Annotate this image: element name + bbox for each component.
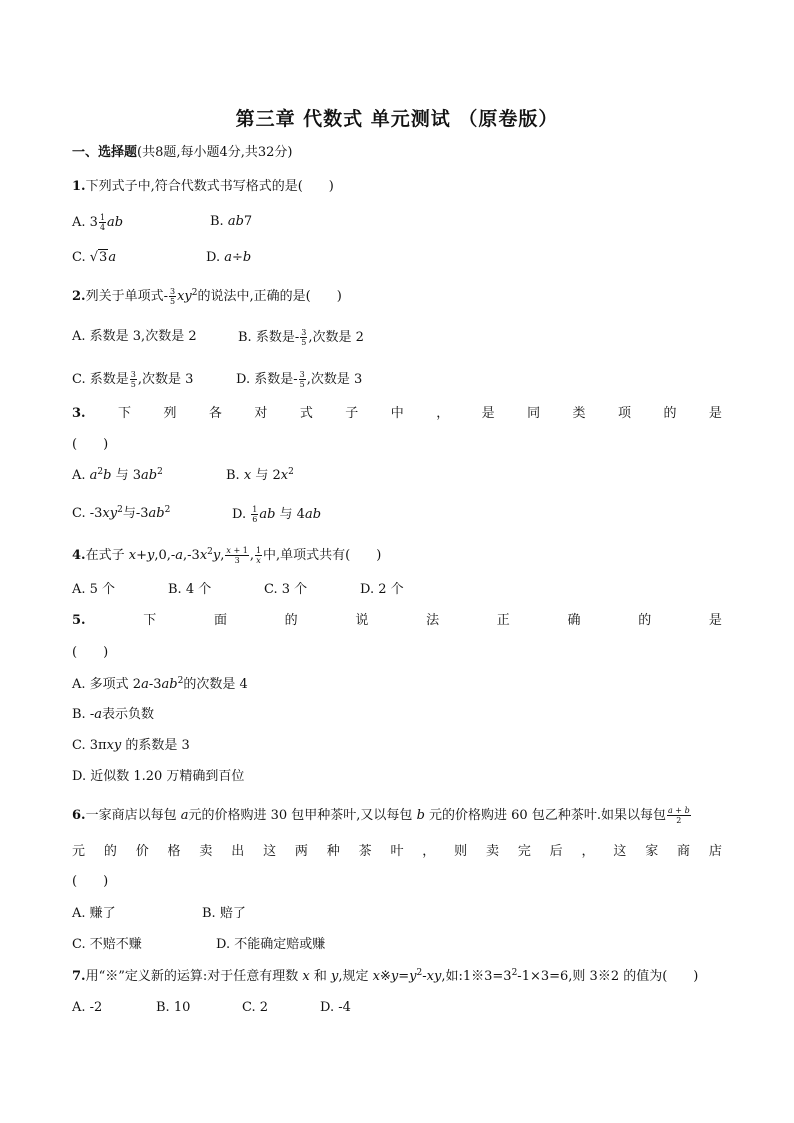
stem-char: 则 <box>454 844 468 859</box>
option-text: ,次数是 2 <box>308 330 364 345</box>
stem-char: 是 <box>481 406 495 421</box>
question-number: 6. <box>72 808 86 823</box>
q3-option-b: B. x 与 $2x^2$ <box>226 467 294 483</box>
q7-option-d: D. -4 <box>320 1000 351 1015</box>
q3-option-c: C. $-3xy^2$与$-3ab^2$ <box>72 505 171 521</box>
option-text: D. 系数是- <box>236 372 298 387</box>
stem-part: -1×3=6,则 3※2 的值为( ) <box>517 969 699 984</box>
stem-part: 列关于单项式- <box>85 289 168 304</box>
q2-option-b <box>238 328 364 347</box>
q6-option-a: A. 赚了 <box>72 906 116 921</box>
q3-option-a: A. $a^2b$ 与 $3ab^2$ <box>72 467 163 483</box>
stem-char: 完 <box>517 844 531 859</box>
stem-char: 后 <box>549 844 563 859</box>
q5-option-a: A. 多项式 $2a-3ab^2$的次数是 4 <box>72 676 248 692</box>
option-text: 与 4 <box>279 507 305 522</box>
question-stem: 下列式子中,符合代数式书写格式的是( ) <box>85 179 334 194</box>
q4-option-c: C. 3 个 <box>264 582 308 597</box>
stem-char: 下 <box>143 613 157 628</box>
fraction: $\frac{3}{5}$ <box>169 287 176 306</box>
q2-option-d <box>236 370 362 389</box>
fraction: $\frac{3}{5}$ <box>301 328 307 347</box>
q6-option-b: B. 赔了 <box>202 906 246 921</box>
stem-char: 种 <box>326 844 340 859</box>
option-label: C. <box>72 250 90 265</box>
option-text: 与 2 <box>255 468 281 483</box>
option-text: A. 多项式 2 <box>72 677 142 692</box>
fraction: $\frac{3}{5}$ <box>299 370 305 389</box>
question-number: 3. <box>72 406 86 421</box>
fraction: $\frac{x + 1}{3}$ <box>226 546 248 565</box>
stem-char: 中 <box>390 406 404 421</box>
option-label: A. <box>72 215 90 230</box>
stem-char: 式 <box>299 406 313 421</box>
stem-char: 各 <box>208 406 222 421</box>
question-number: 4. <box>72 548 86 563</box>
q1-option-a: A. 3 $\frac{1}{4}$ ab <box>72 213 124 232</box>
q4-option-b: B. 4 个 <box>168 582 212 597</box>
section-label: 一、选择题 <box>72 145 138 160</box>
page-title: 第三章 代数式 单元测试 （原卷版） <box>235 108 559 130</box>
option-text: 与 3 <box>115 468 142 483</box>
option-text: B. - <box>72 707 95 722</box>
stem-char: 正 <box>496 613 510 628</box>
q5-option-b: B. -a表示负数 <box>72 707 154 722</box>
sqrt: √3 <box>89 250 108 265</box>
option-text: C. 3π <box>72 738 107 753</box>
question-7: 7.用“※”定义新的运算:对于任意有理数 x 和 y,规定 $x※y=y^2-xy$,如$:1※3=3^2-1\times 3=6$,则 3※2 的值为( ) <box>72 968 699 984</box>
option-text: C. 系数是 <box>72 372 129 387</box>
stem-char: 茶 <box>358 844 372 859</box>
stem-char: 这 <box>613 844 627 859</box>
stem-char: 卖 <box>485 844 499 859</box>
stem-char: 价 <box>135 844 149 859</box>
stem-part: 元的价格购进 60 包乙种茶叶.如果以每包 <box>429 808 666 823</box>
q6-option-d: D. 不能确定赔或赚 <box>216 937 326 952</box>
stem-part: 元的价格购进 30 包甲种茶叶,又以每包 <box>188 808 417 823</box>
stem-char: ， <box>422 844 436 859</box>
option-text: 的次数是 4 <box>183 677 248 692</box>
option-label: D. <box>206 250 225 265</box>
option-text: 的系数是 3 <box>121 738 190 753</box>
question-2: 2.列关于单项式- $\frac{3}{5}$ $xy^2$的说法中,正确的是( ) <box>72 287 342 306</box>
option-text: B. 系数是- <box>238 330 300 345</box>
stem-char: 商 <box>677 844 691 859</box>
stem-part: ,规定 <box>338 969 373 984</box>
q5-option-d: D. 近似数 1.20 万精确到百位 <box>72 769 245 784</box>
stem-part: 一家商店以每包 <box>85 808 181 823</box>
stem-part: 和 <box>313 969 332 984</box>
fraction: $\frac{1}{4}$ <box>99 213 106 232</box>
question-1 <box>72 178 334 196</box>
q7-option-a: A. -2 <box>72 1000 103 1015</box>
option-label: B. <box>210 214 228 229</box>
q7-option-b: B. 10 <box>156 1000 191 1015</box>
stem-part: 中,单项式共有( ) <box>263 548 382 563</box>
option-text: C. -3 <box>72 506 103 521</box>
q1-option-d: D. a÷b <box>206 250 252 265</box>
stem-char: 元 <box>72 844 86 859</box>
stem-char: 的 <box>103 844 117 859</box>
stem-char: 确 <box>567 613 581 628</box>
stem-char: 同 <box>527 406 541 421</box>
q5-option-c: C. 3πxy 的系数是 3 <box>72 738 190 753</box>
q6-paren: ( ) <box>72 874 109 889</box>
q6-option-c: C. 不赔不赚 <box>72 937 142 952</box>
q3-paren: ( ) <box>72 437 109 452</box>
stem-char: 的 <box>663 406 677 421</box>
question-number: 5. <box>72 613 86 628</box>
q4-option-d: D. 2 个 <box>360 582 404 597</box>
q2-option-c <box>72 370 193 389</box>
stem-char: 面 <box>213 613 227 628</box>
question-number: 7. <box>72 969 86 984</box>
stem-part: ,如:1※3=3 <box>441 969 512 984</box>
stem-char: 出 <box>231 844 245 859</box>
question-5 <box>72 612 722 630</box>
stem-char: ， <box>436 406 450 421</box>
option-text: 表示负数 <box>101 707 154 722</box>
stem-char: ， <box>581 844 595 859</box>
stem-char: 的 <box>284 613 298 628</box>
stem-part: 在式子 <box>85 548 129 563</box>
stem-char: 列 <box>163 406 177 421</box>
fraction: $\frac{1}{x}$ <box>255 546 262 565</box>
stem-char: 项 <box>618 406 632 421</box>
stem-char: 店 <box>708 844 722 859</box>
stem-char: 卖 <box>199 844 213 859</box>
section-heading <box>72 144 293 162</box>
option-text: ,次数是 3 <box>306 372 363 387</box>
q7-option-c: C. 2 <box>242 1000 269 1015</box>
fraction: $\frac{3}{5}$ <box>130 370 136 389</box>
q2-option-a: A. 系数是 3,次数是 2 <box>72 329 197 344</box>
stem-char: 两 <box>294 844 308 859</box>
stem-char: 是 <box>708 613 722 628</box>
stem-char: 是 <box>708 406 722 421</box>
stem-char: 这 <box>263 844 277 859</box>
question-3 <box>72 405 722 423</box>
stem-char: 家 <box>645 844 659 859</box>
q5-paren: ( ) <box>72 645 109 660</box>
question-6: 6.一家商店以每包 a元的价格购进 30 包甲种茶叶,又以每包 b 元的价格购进 60 包乙种茶叶.如果以每包 $\frac{a + b}{2}$ <box>72 806 690 825</box>
q3-option-d: D. $\frac{1}{6}$ ab 与 4ab <box>232 505 322 524</box>
q1-option-b: B. ab7 <box>210 214 253 229</box>
stem-char: 法 <box>426 613 440 628</box>
stem-char: 叶 <box>390 844 404 859</box>
stem-part: 的说法中,正确的是( ) <box>197 289 342 304</box>
stem-char: 对 <box>254 406 268 421</box>
stem-char: 的 <box>638 613 652 628</box>
stem-char: 下 <box>118 406 132 421</box>
stem-char: 格 <box>167 844 181 859</box>
q6-line-2 <box>72 843 722 861</box>
fraction: $\frac{a + b}{2}$ <box>667 806 690 825</box>
section-note: (共8题,每小题4分,共32分) <box>137 145 293 160</box>
stem-char: 类 <box>572 406 586 421</box>
q4-option-a: A. 5 个 <box>72 582 116 597</box>
question-number: 2. <box>72 289 86 304</box>
stem-part: 用“※”定义新的运算:对于任意有理数 <box>85 969 303 984</box>
question-4: 4.在式子 $x+y,0,-a,-3x^2y$, $\frac{x + 1}{3}$ , $\frac{1}{x}$ 中,单项式共有( ) <box>72 546 382 565</box>
fraction: $\frac{1}{6}$ <box>252 505 258 524</box>
stem-char: 说 <box>355 613 369 628</box>
q1-option-c: C. √3a <box>72 250 117 265</box>
stem-char: 子 <box>345 406 359 421</box>
question-number: 1. <box>72 179 86 194</box>
option-text: 与-3 <box>122 506 149 521</box>
option-text: ,次数是 3 <box>137 372 194 387</box>
